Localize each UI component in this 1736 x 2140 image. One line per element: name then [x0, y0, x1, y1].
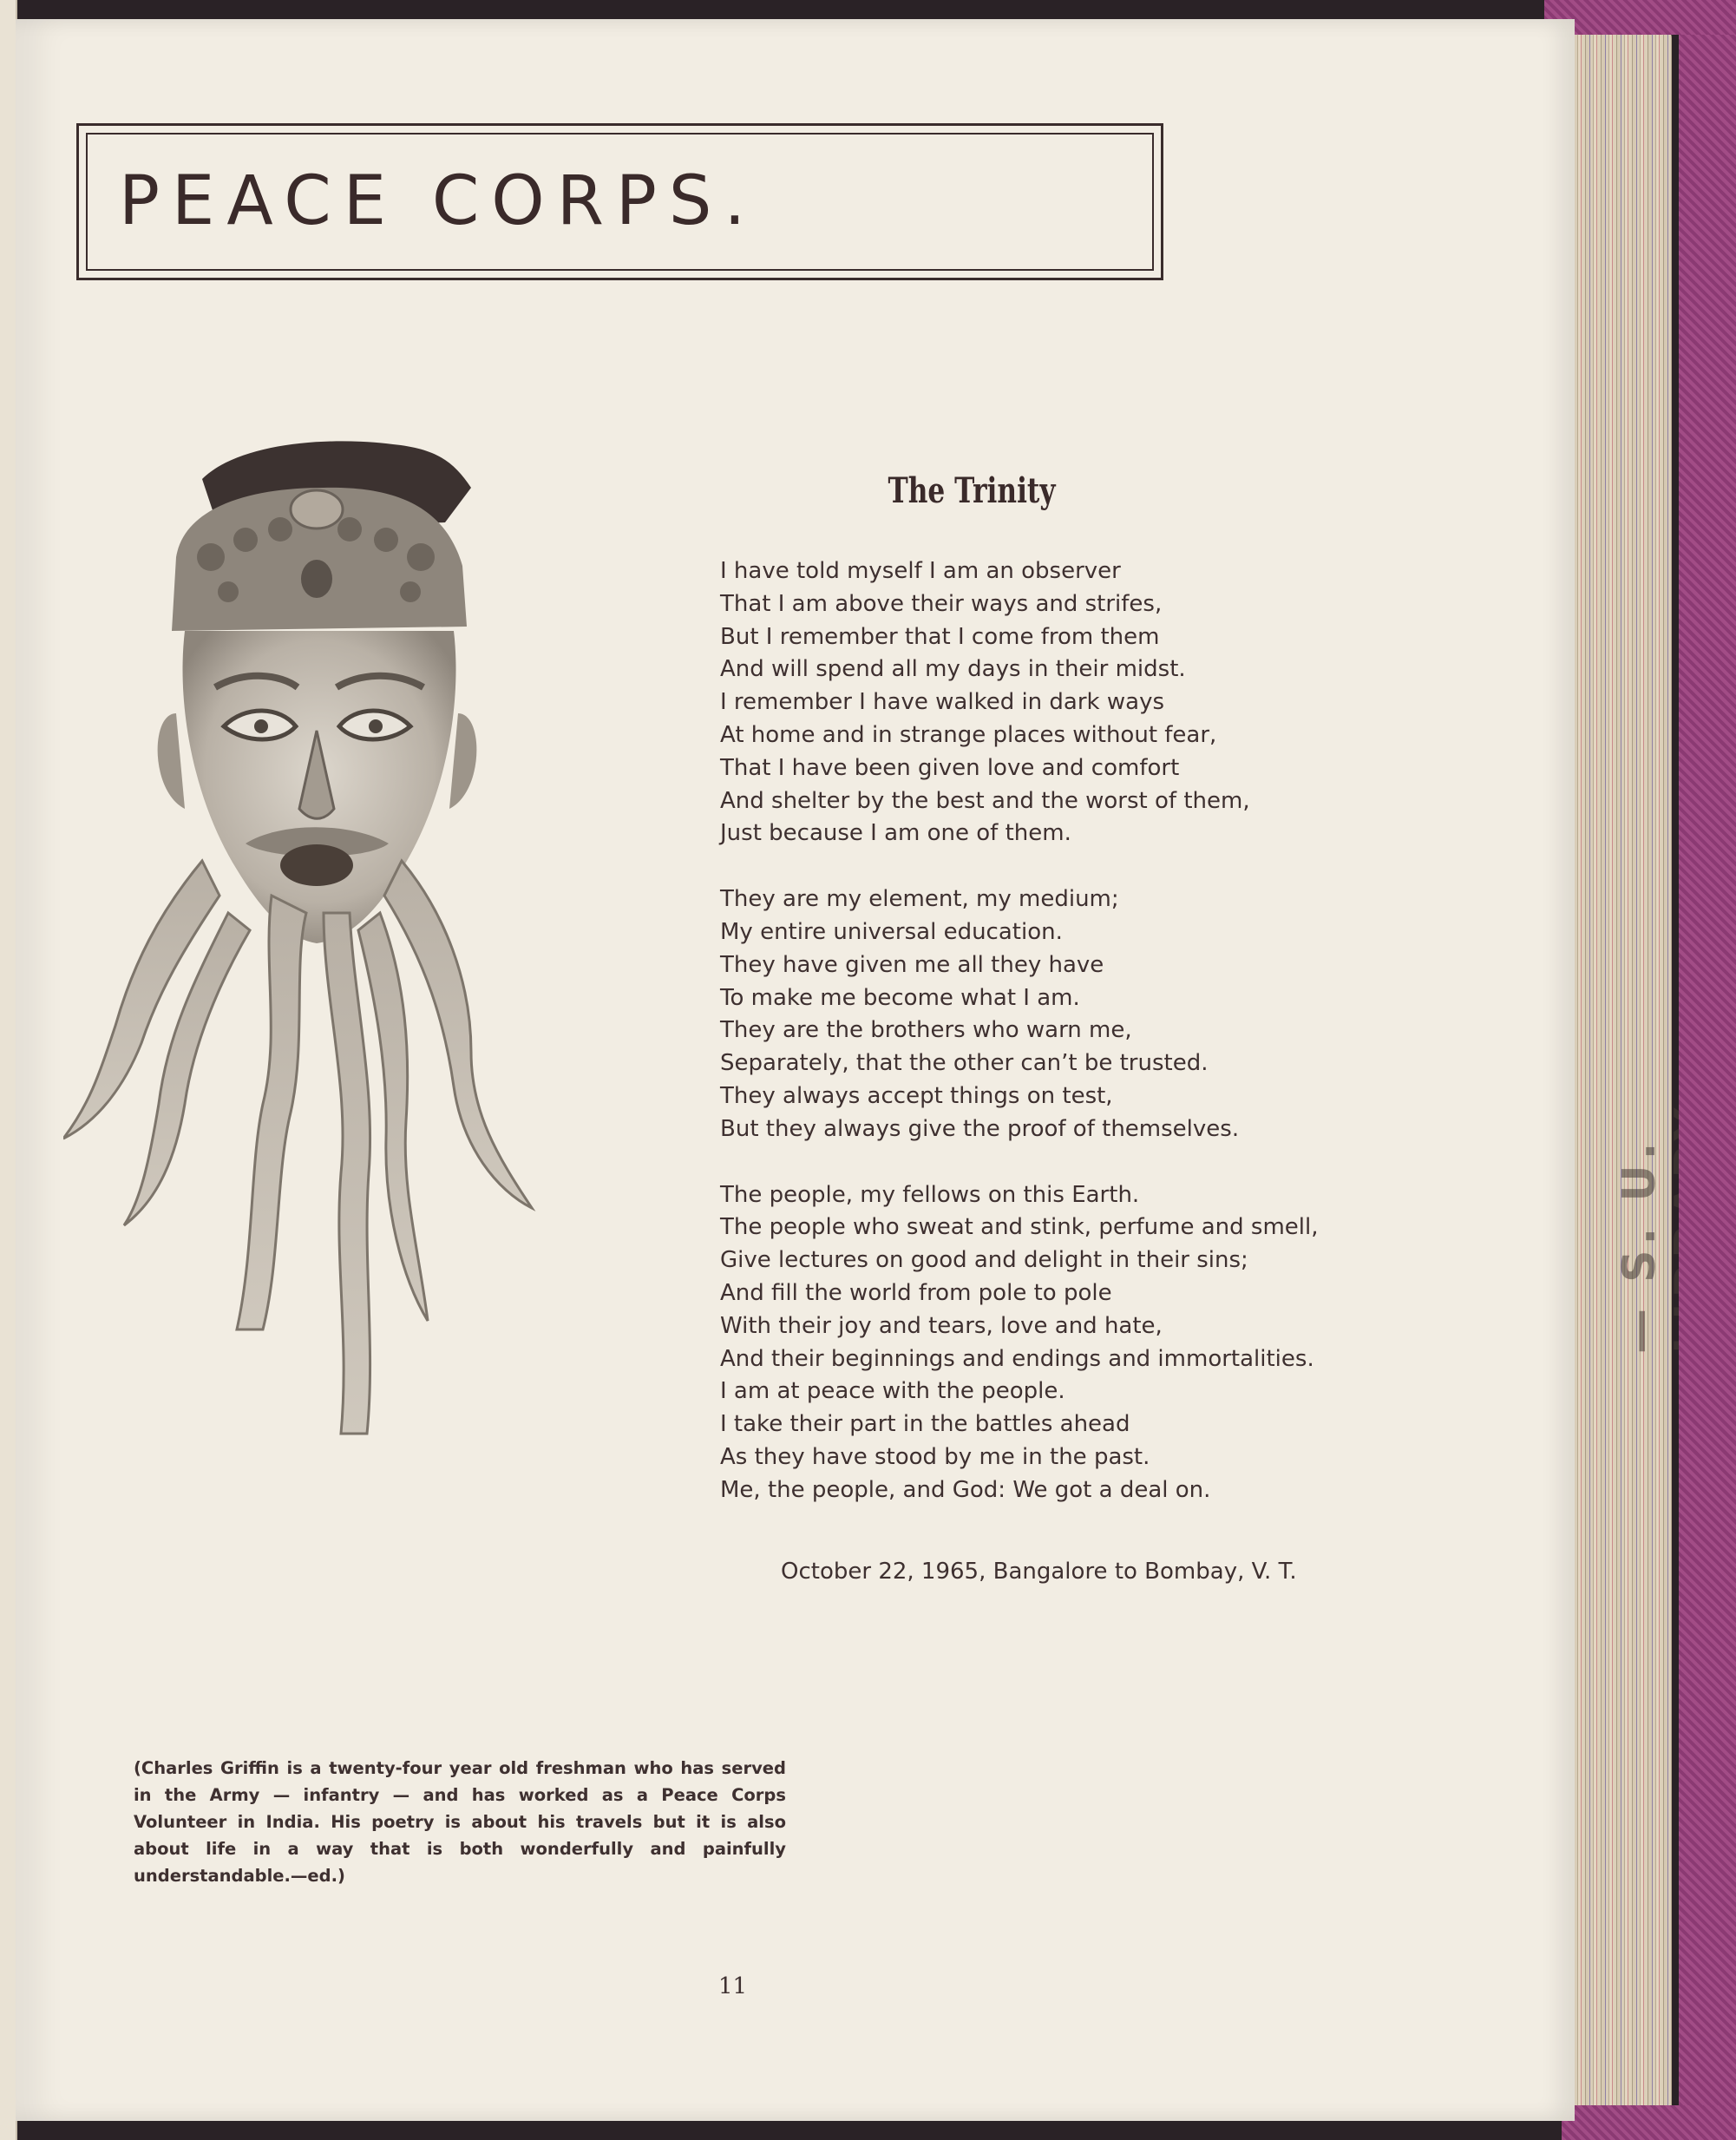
poem-line: They are the brothers who warn me, [720, 1017, 1132, 1044]
poem-line: They are my element, my medium; [720, 886, 1119, 913]
poem-line: But I remember that I come from them [720, 623, 1160, 650]
poem-line: And shelter by the best and the worst of them, [720, 787, 1250, 814]
poem-body [720, 555, 1414, 1540]
poem-line: And their beginnings and endings and immortalities. [720, 1345, 1314, 1372]
poem-line: And fill the world from pole to pole [720, 1279, 1112, 1306]
poem-line: They have given me all they have [720, 951, 1104, 978]
poem-line: At home and in strange places without fear, [720, 721, 1217, 748]
poem-line: The people, my fellows on this Earth. [720, 1181, 1140, 1208]
poem-line: But they always give the proof of themselves. [720, 1115, 1240, 1142]
library-stamp: — S. U. [1614, 1137, 1666, 1354]
poem-stanza-3 [720, 1179, 1414, 1507]
poem-line: And will spend all my days in their midst. [720, 656, 1186, 683]
poem-line: Separately, that the other can’t be trusted. [720, 1050, 1209, 1077]
page-number: 11 [718, 1973, 748, 1999]
poem-line: I take their part in the battles ahead [720, 1411, 1130, 1438]
facing-page-edge [0, 0, 17, 2140]
poem-line: With their joy and tears, love and hate, [720, 1312, 1163, 1339]
poem-line: They always accept things on test, [720, 1082, 1113, 1109]
editor-caption: (Charles Griffin is a twenty-four year old freshman who has served in the Army — infantry — and has worked as a Peace Corps Volunteer in India. His poetry is about his travels but it is also about life in a way that is both wonderfully and painfully understandable.—ed.) [134, 1758, 786, 1886]
poem-line: The people who sweat and stink, perfume and smell, [720, 1214, 1319, 1241]
poem-stanza-1 [720, 555, 1414, 850]
poem-line: I remember I have walked in dark ways [720, 689, 1165, 716]
section-header-box [76, 123, 1163, 280]
poem-line: That I have been given love and comfort [720, 754, 1180, 781]
poem-line: My entire universal education. [720, 918, 1063, 945]
poem-line: Give lectures on good and delight in their sins; [720, 1247, 1248, 1274]
poem-signature: October 22, 1965, Bangalore to Bombay, V. T. [781, 1559, 1297, 1585]
poem-line: As they have stood by me in the past. [720, 1443, 1150, 1470]
mask-icon [63, 427, 705, 1442]
poem-stanza-2 [720, 883, 1414, 1145]
book-cover-bottom [1562, 2105, 1736, 2140]
poem-title: The Trinity [888, 470, 1056, 511]
poem-line: I am at peace with the people. [720, 1378, 1065, 1405]
poem-line: Just because I am one of them. [720, 820, 1071, 847]
book-cover [1679, 0, 1736, 2140]
section-title: PEACE CORPS. [119, 162, 758, 240]
page [16, 19, 1575, 2121]
poem-line: To make me become what I am. [720, 984, 1080, 1011]
poem-line: That I am above their ways and strifes, [720, 590, 1163, 617]
poem-line: I have told myself I am an observer [720, 558, 1121, 584]
poem-line: Me, the people, and God: We got a deal on. [720, 1476, 1211, 1503]
